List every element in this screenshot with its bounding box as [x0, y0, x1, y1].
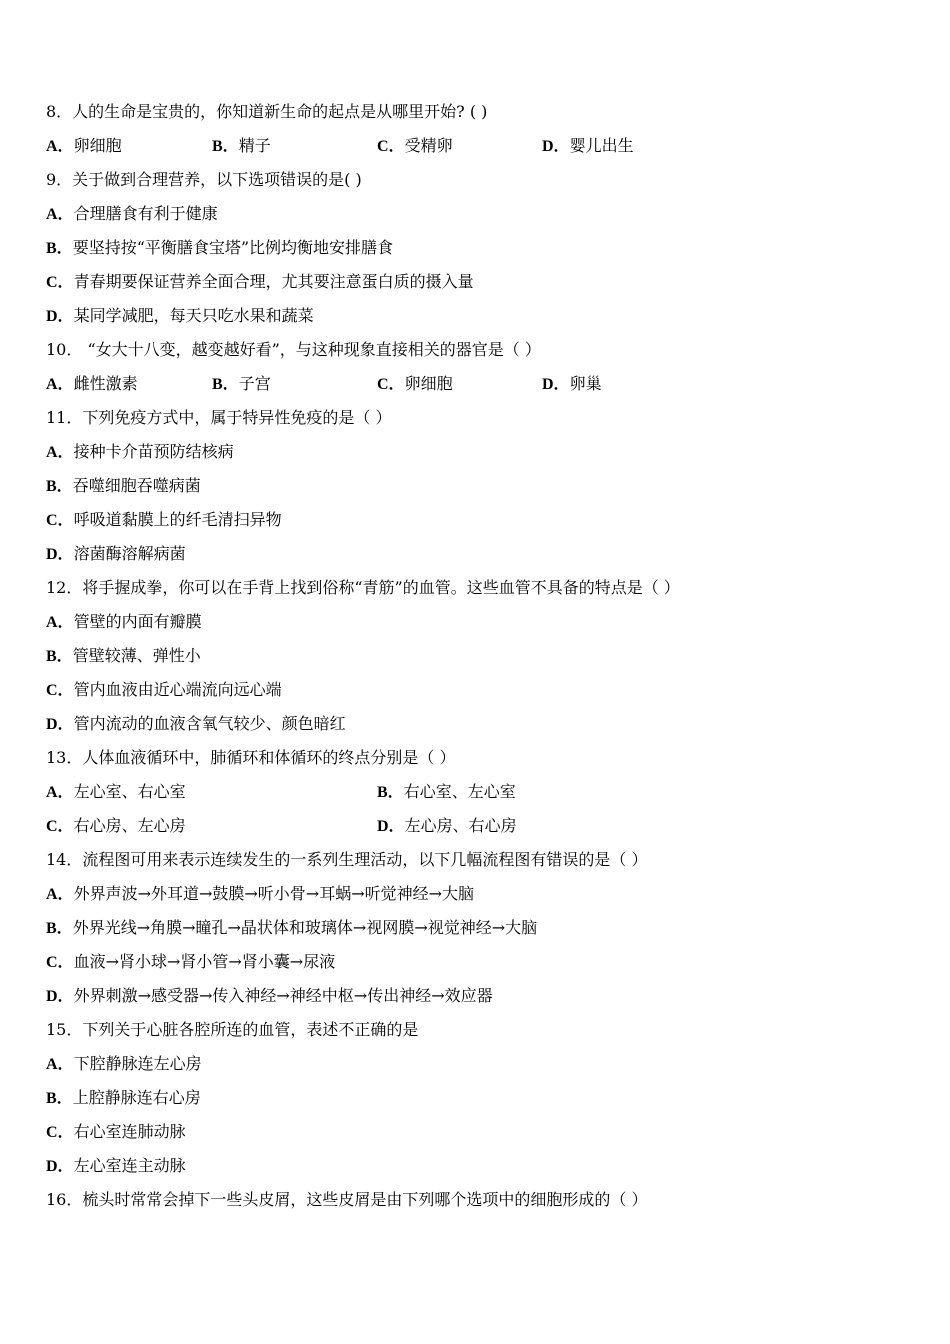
q13-option-b — [377, 780, 516, 804]
question-15-stem: 15．下列关于心脏各腔所连的血管，表述不正确的是 — [46, 1020, 419, 1039]
option-label: B． — [46, 240, 73, 257]
option-label: B． — [46, 478, 73, 495]
option-label: D． — [542, 376, 570, 393]
question-10-stem: 10． “女大十八变，越变越好看”，与这种现象直接相关的器官是（ ） — [46, 340, 541, 359]
option-text: 左心室连主动脉 — [73, 1156, 186, 1175]
option-text: 右心室连肺动脉 — [73, 1122, 186, 1141]
option-text: 婴儿出生 — [569, 136, 634, 155]
option-text: 外界声波→外耳道→鼓膜→听小骨→耳蜗→听觉神经→大脑 — [73, 884, 475, 903]
option-text: 要坚持按“平衡膳食宝塔”比例均衡地安排膳食 — [72, 238, 394, 257]
q14-option-d — [46, 984, 493, 1008]
q11-option-b — [46, 474, 201, 498]
question-12-stem: 12．将手握成拳，你可以在手背上找到俗称“青筋”的血管。这些血管不具备的特点是（ ） — [46, 578, 680, 597]
q13-option-c — [46, 814, 186, 838]
option-text: 合理膳食有利于健康 — [73, 204, 218, 223]
option-label: B． — [46, 920, 73, 937]
option-text: 溶菌酶溶解病菌 — [73, 544, 186, 563]
q11-option-d — [46, 542, 186, 566]
q15-option-c — [46, 1120, 186, 1144]
q8-option-c — [377, 134, 453, 158]
q14-option-b — [46, 916, 537, 940]
option-label: C． — [46, 1124, 74, 1141]
q15-option-d — [46, 1154, 186, 1178]
option-text: 卵巢 — [569, 374, 602, 393]
option-label: A． — [46, 886, 74, 903]
q11-option-a — [46, 440, 234, 464]
question-11-stem: 11．下列免疫方式中，属于特异性免疫的是（ ） — [46, 408, 392, 427]
option-text: 受精卵 — [404, 136, 453, 155]
q13-option-a — [46, 780, 186, 804]
question-8-stem: 8．人的生命是宝贵的，你知道新生命的起点是从哪里开始? ( ) — [46, 102, 488, 121]
option-label: A． — [46, 1056, 74, 1073]
q11-option-c — [46, 508, 282, 532]
q8-option-b — [212, 134, 271, 158]
option-text: 吞噬细胞吞噬病菌 — [72, 476, 201, 495]
option-text: 外界光线→角膜→瞳孔→晶状体和玻璃体→视网膜→视觉神经→大脑 — [72, 918, 538, 937]
q10-option-a — [46, 372, 138, 396]
option-text: 左心房、右心房 — [404, 816, 517, 835]
option-label: D． — [46, 716, 74, 733]
q12-option-d — [46, 712, 346, 736]
option-label: D． — [46, 1158, 74, 1175]
q12-option-a — [46, 610, 202, 634]
option-text: 下腔静脉连左心房 — [73, 1054, 202, 1073]
option-label: D． — [377, 818, 405, 835]
option-label: B． — [377, 784, 404, 801]
q14-option-a — [46, 882, 474, 906]
option-label: C． — [46, 274, 74, 291]
option-label: A． — [46, 784, 74, 801]
option-label: B． — [46, 1090, 73, 1107]
question-16-stem: 16．梳头时常常会掉下一些头皮屑，这些皮屑是由下列哪个选项中的细胞形成的（ ） — [46, 1190, 648, 1209]
option-label: D． — [46, 988, 74, 1005]
q9-option-d — [46, 304, 314, 328]
option-label: A． — [46, 614, 74, 631]
option-text: 左心室、右心室 — [73, 782, 186, 801]
q10-option-c — [377, 372, 453, 396]
option-text: 卵细胞 — [404, 374, 453, 393]
option-label: C． — [377, 376, 405, 393]
q9-option-c — [46, 270, 474, 294]
option-text: 某同学减肥，每天只吃水果和蔬菜 — [73, 306, 314, 325]
option-text: 接种卡介苗预防结核病 — [73, 442, 234, 461]
option-text: 青春期要保证营养全面合理，尤其要注意蛋白质的摄入量 — [73, 272, 474, 291]
option-label: D． — [46, 546, 74, 563]
option-text: 管壁的内面有瓣膜 — [73, 612, 202, 631]
q12-option-c — [46, 678, 282, 702]
option-text: 雌性激素 — [73, 374, 138, 393]
option-label: B． — [46, 648, 73, 665]
option-label: B． — [212, 138, 239, 155]
option-text: 管内流动的血液含氧气较少、颜色暗红 — [73, 714, 346, 733]
option-label: A． — [46, 376, 74, 393]
option-text: 上腔静脉连右心房 — [72, 1088, 201, 1107]
q10-option-d — [542, 372, 602, 396]
option-text: 右心室、左心室 — [403, 782, 516, 801]
option-label: A． — [46, 138, 74, 155]
option-text: 管壁较薄、弹性小 — [72, 646, 201, 665]
option-text: 精子 — [238, 136, 271, 155]
question-13-stem: 13．人体血液循环中，肺循环和体循环的终点分别是（ ） — [46, 748, 456, 767]
option-label: C． — [46, 818, 74, 835]
q10-option-b — [212, 372, 271, 396]
q12-option-b — [46, 644, 201, 668]
option-label: C． — [46, 954, 74, 971]
question-14-stem: 14．流程图可用来表示连续发生的一系列生理活动，以下几幅流程图有错误的是（ ） — [46, 850, 648, 869]
q15-option-b — [46, 1086, 201, 1110]
option-label: A． — [46, 444, 74, 461]
q15-option-a — [46, 1052, 202, 1076]
option-label: D． — [46, 308, 74, 325]
q8-option-d — [542, 134, 634, 158]
q13-option-d — [377, 814, 517, 838]
option-text: 右心房、左心房 — [73, 816, 186, 835]
q14-option-c — [46, 950, 335, 974]
option-text: 呼吸道黏膜上的纤毛清扫异物 — [73, 510, 282, 529]
option-label: C． — [377, 138, 405, 155]
option-text: 子宫 — [238, 374, 271, 393]
option-label: B． — [212, 376, 239, 393]
q9-option-a — [46, 202, 218, 226]
option-text: 卵细胞 — [73, 136, 122, 155]
option-text: 管内血液由近心端流向远心端 — [73, 680, 282, 699]
option-label: C． — [46, 682, 74, 699]
option-label: A． — [46, 206, 74, 223]
question-9-stem: 9．关于做到合理营养，以下选项错误的是( ) — [46, 170, 362, 189]
option-text: 外界刺激→感受器→传入神经→神经中枢→传出神经→效应器 — [73, 986, 493, 1005]
option-label: D． — [542, 138, 570, 155]
option-label: C． — [46, 512, 74, 529]
option-text: 血液→肾小球→肾小管→肾小囊→尿液 — [73, 952, 336, 971]
q9-option-b — [46, 236, 393, 260]
q8-option-a — [46, 134, 122, 158]
